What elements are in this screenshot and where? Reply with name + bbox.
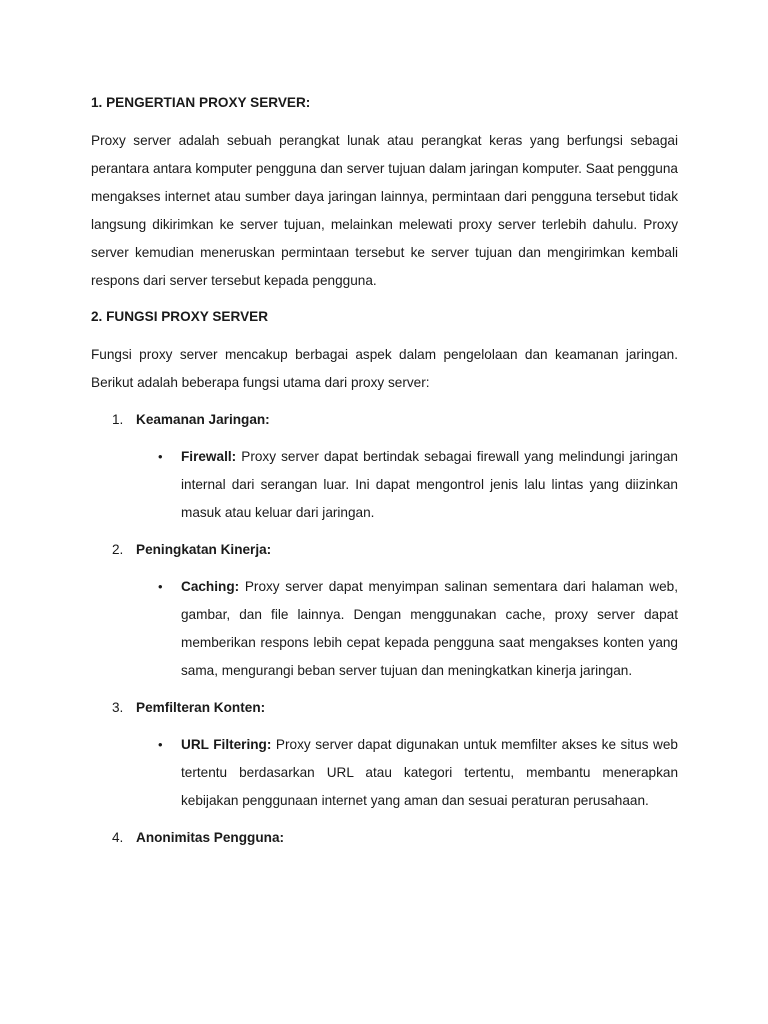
bullet-text: [181, 731, 678, 815]
bullet-term: Firewall:: [181, 449, 237, 464]
item-number: 4.: [112, 830, 124, 845]
bullet-term: URL Filtering:: [181, 737, 272, 752]
section-2-heading: 2. FUNGSI PROXY SERVER: [91, 309, 269, 324]
numbered-item-keamanan: [91, 409, 678, 431]
section-1-heading: 1. PENGERTIAN PROXY SERVER:: [91, 95, 311, 110]
bullet-url-filtering: [91, 731, 678, 815]
item-title: Pemfilteran Konten:: [136, 700, 266, 715]
item-number: 1.: [112, 412, 124, 427]
bullet-firewall: [91, 443, 678, 527]
section-2-intro: Fungsi proxy server mencakup berbagai aspek dalam pengelolaan dan keamanan jaringan. Berikut adalah beberapa fungsi utama dari proxy server:: [91, 347, 678, 390]
bullet-text: [181, 573, 678, 685]
numbered-item-pemfilteran: [91, 697, 678, 719]
bullet-caching: [91, 573, 678, 685]
bullet-term: Caching:: [181, 579, 240, 594]
item-title: Peningkatan Kinerja:: [136, 542, 272, 557]
document-content: [91, 92, 678, 849]
item-number: 2.: [112, 542, 124, 557]
section-1-paragraph: Proxy server adalah sebuah perangkat lunak atau perangkat keras yang berfungsi sebagai perantara antara komputer pengguna dan server tujuan dalam jaringan komputer. Saat pengguna mengakses internet atau sumber daya jaringan lainnya, permintaan dari pengguna tersebut tidak langsung dikirimkan ke server tujuan, melainkan melewati proxy server terlebih dahulu. Proxy server kemudian meneruskan permintaan tersebut ke server tujuan dan mengirimkan kembali respons dari server tersebut kepada pengguna.: [91, 133, 678, 288]
item-title: Anonimitas Pengguna:: [136, 830, 285, 845]
bullet-description: Proxy server dapat digunakan untuk memfilter akses ke situs web tertentu berdasarkan URL atau kategori tertentu, membantu menerapkan kebijakan penggunaan internet yang aman dan sesuai peraturan perusahaan.: [181, 737, 678, 808]
numbered-item-anonimitas: [91, 827, 678, 849]
item-number: 3.: [112, 700, 124, 715]
numbered-item-kinerja: [91, 539, 678, 561]
bullet-dot-icon: •: [158, 449, 163, 464]
item-title: Keamanan Jaringan:: [136, 412, 270, 427]
bullet-dot-icon: •: [158, 579, 163, 594]
bullet-dot-icon: •: [158, 737, 163, 752]
bullet-text: [181, 443, 678, 527]
bullet-description: Proxy server dapat menyimpan salinan sementara dari halaman web, gambar, dan file lainnya. Dengan menggunakan cache, proxy server dapat memberikan respons lebih cepat kepada pengguna saat mengakses konten yang sama, mengurangi beban server tujuan dan meningkatkan kinerja jaringan.: [181, 579, 678, 678]
bullet-description: Proxy server dapat bertindak sebagai firewall yang melindungi jaringan internal dari serangan luar. Ini dapat mengontrol jenis lalu lintas yang diizinkan masuk atau keluar dari jaringan.: [181, 449, 678, 520]
